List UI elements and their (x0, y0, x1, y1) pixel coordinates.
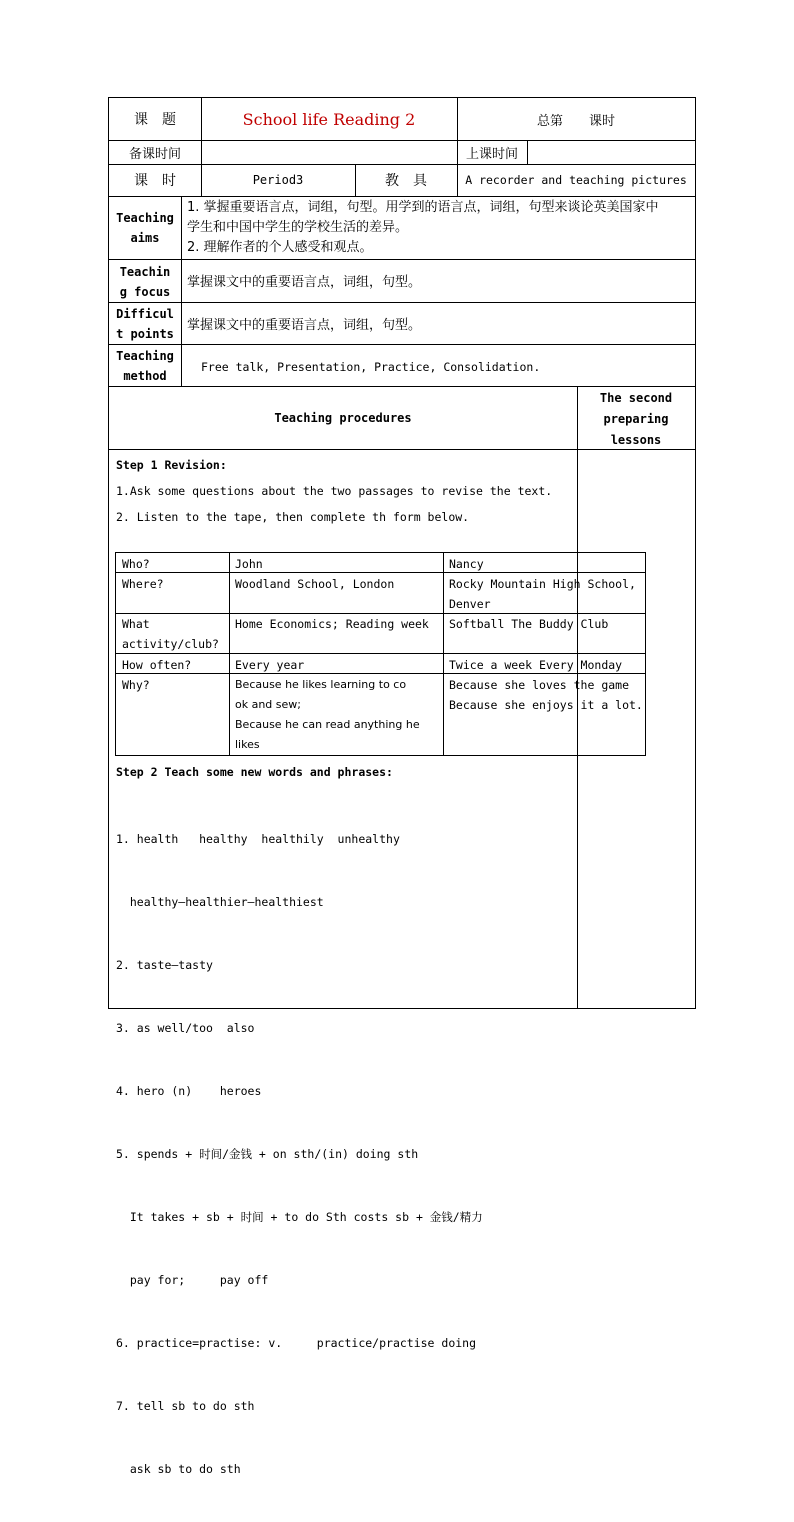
focus-label-line-1: Teachin (119, 265, 171, 279)
table-cell-line: Because he can read anything he (235, 718, 420, 731)
prep-time-value (201, 140, 457, 164)
focus-content: 掌握课文中的重要语言点，词组，句型。 (187, 275, 422, 290)
step2-title: Step 2 Teach some new words and phrases: (116, 765, 393, 779)
table-cell-line: Because she enjoys it a lot. (449, 698, 643, 712)
table-cell-line: What (122, 617, 150, 631)
table-cell: John (235, 557, 263, 571)
table-cell-line: Denver (449, 597, 491, 611)
rule (109, 344, 695, 345)
table-cell (443, 672, 645, 715)
class-time-label: 上课时间 (465, 146, 518, 162)
table-cell (443, 571, 645, 614)
step2-line: 4. hero (n) heroes (116, 1084, 262, 1098)
table-cell: Every year (235, 658, 305, 672)
aims-line-1: 1. 掌握重要语言点，词组，句型。用学到的语言点，词组，句型来谈论英美国家中 (187, 200, 659, 215)
total-lessons-label: 总第 课时 (536, 113, 615, 129)
rule (109, 196, 695, 197)
step2-line: 1. health healthy healthily unhealthy (116, 832, 400, 846)
second-preparing-heading (577, 388, 695, 449)
lesson-label: 课 题 (134, 112, 176, 128)
aims-line-3: 2. 理解作者的个人感受和观点。 (187, 240, 373, 255)
table-cell: Who? (122, 557, 150, 571)
table-cell (229, 672, 443, 755)
difficult-label-line-1: Difficul (116, 307, 174, 321)
lesson-title: School life Reading 2 (242, 109, 416, 129)
focus-label (109, 260, 181, 302)
step2-line: It takes + sb + 时间 + to do Sth costs sb + 金钱/精力 (116, 1210, 483, 1224)
method-label (109, 345, 181, 386)
table-cell: Where? (122, 577, 164, 591)
table-cell: Home Economics; Reading week (235, 617, 429, 631)
step1-title: Step 1 Revision: (116, 458, 227, 472)
table-cell-line: activity/club? (122, 637, 219, 651)
second-prep-line-3: lessons (610, 433, 662, 447)
step2-line: 3. as well/too also (116, 1021, 255, 1035)
second-prep-line-2: preparing (603, 412, 669, 426)
table-cell-line: Rocky Mountain High School, (449, 577, 636, 591)
focus-label-line-2: g focus (119, 285, 171, 299)
step1-line-1: 1.Ask some questions about the two passages to revise the text. (116, 484, 553, 498)
table-cell: Why? (122, 678, 150, 692)
difficult-label (109, 303, 181, 344)
rule (181, 196, 182, 386)
step1-line-2: 2. Listen to the tape, then complete th form below. (116, 510, 470, 524)
difficult-content: 掌握课文中的重要语言点，词组，句型。 (187, 317, 422, 333)
method-label-line-1: Teaching (116, 349, 174, 363)
aims-line-2: 学生和中国中学生的学校生活的差异。 (187, 220, 409, 235)
step2-line: pay for; pay off (116, 1273, 269, 1287)
class-time-value (527, 140, 695, 164)
procedures-heading: Teaching procedures (274, 410, 412, 425)
table-cell: Twice a week Every Monday (449, 658, 623, 672)
method-label-line-2: method (123, 369, 167, 383)
step2-line: 7. tell sb to do sth (116, 1399, 255, 1413)
table-cell-line: ok and sew; (235, 698, 301, 711)
aims-label: Teaching aims (116, 210, 174, 245)
lesson-plan-sheet (108, 97, 696, 1476)
step2-line: 5. spends + 时间/金钱 + on sth/(in) doing sth (116, 1147, 419, 1161)
table-cell: Softball The Buddy Club (449, 617, 609, 631)
period-value: Period3 (252, 173, 304, 187)
tools-value: A recorder and teaching pictures (465, 173, 687, 187)
step2-line: ask sb to do sth (116, 1462, 241, 1476)
table-cell (116, 611, 229, 654)
step2-line: 6. practice=practise: v. practice/practise doing (116, 1336, 477, 1350)
table-cell: How often? (122, 658, 192, 672)
revision-form-table (115, 552, 646, 756)
step2-line: healthy—healthier—healthiest (116, 895, 324, 909)
table-cell-line: Because he likes learning to co (235, 678, 407, 691)
step2-list (116, 787, 576, 1522)
table-cell: Nancy (449, 557, 484, 571)
period-label: 课 时 (134, 173, 176, 189)
second-prep-line-1: The second (599, 391, 673, 405)
method-content: Free talk, Presentation, Practice, Consolidation. (201, 360, 541, 374)
step2-line: 2. taste—tasty (116, 958, 213, 972)
aims-content (187, 198, 695, 258)
table-cell-line: Because she loves the game (449, 678, 630, 692)
prep-time-label: 备课时间 (128, 146, 181, 162)
difficult-label-line-2: t points (116, 327, 174, 341)
tools-label: 教 具 (385, 173, 427, 189)
table-cell-line: likes (235, 738, 260, 751)
table-cell: Woodland School, London (235, 577, 395, 591)
